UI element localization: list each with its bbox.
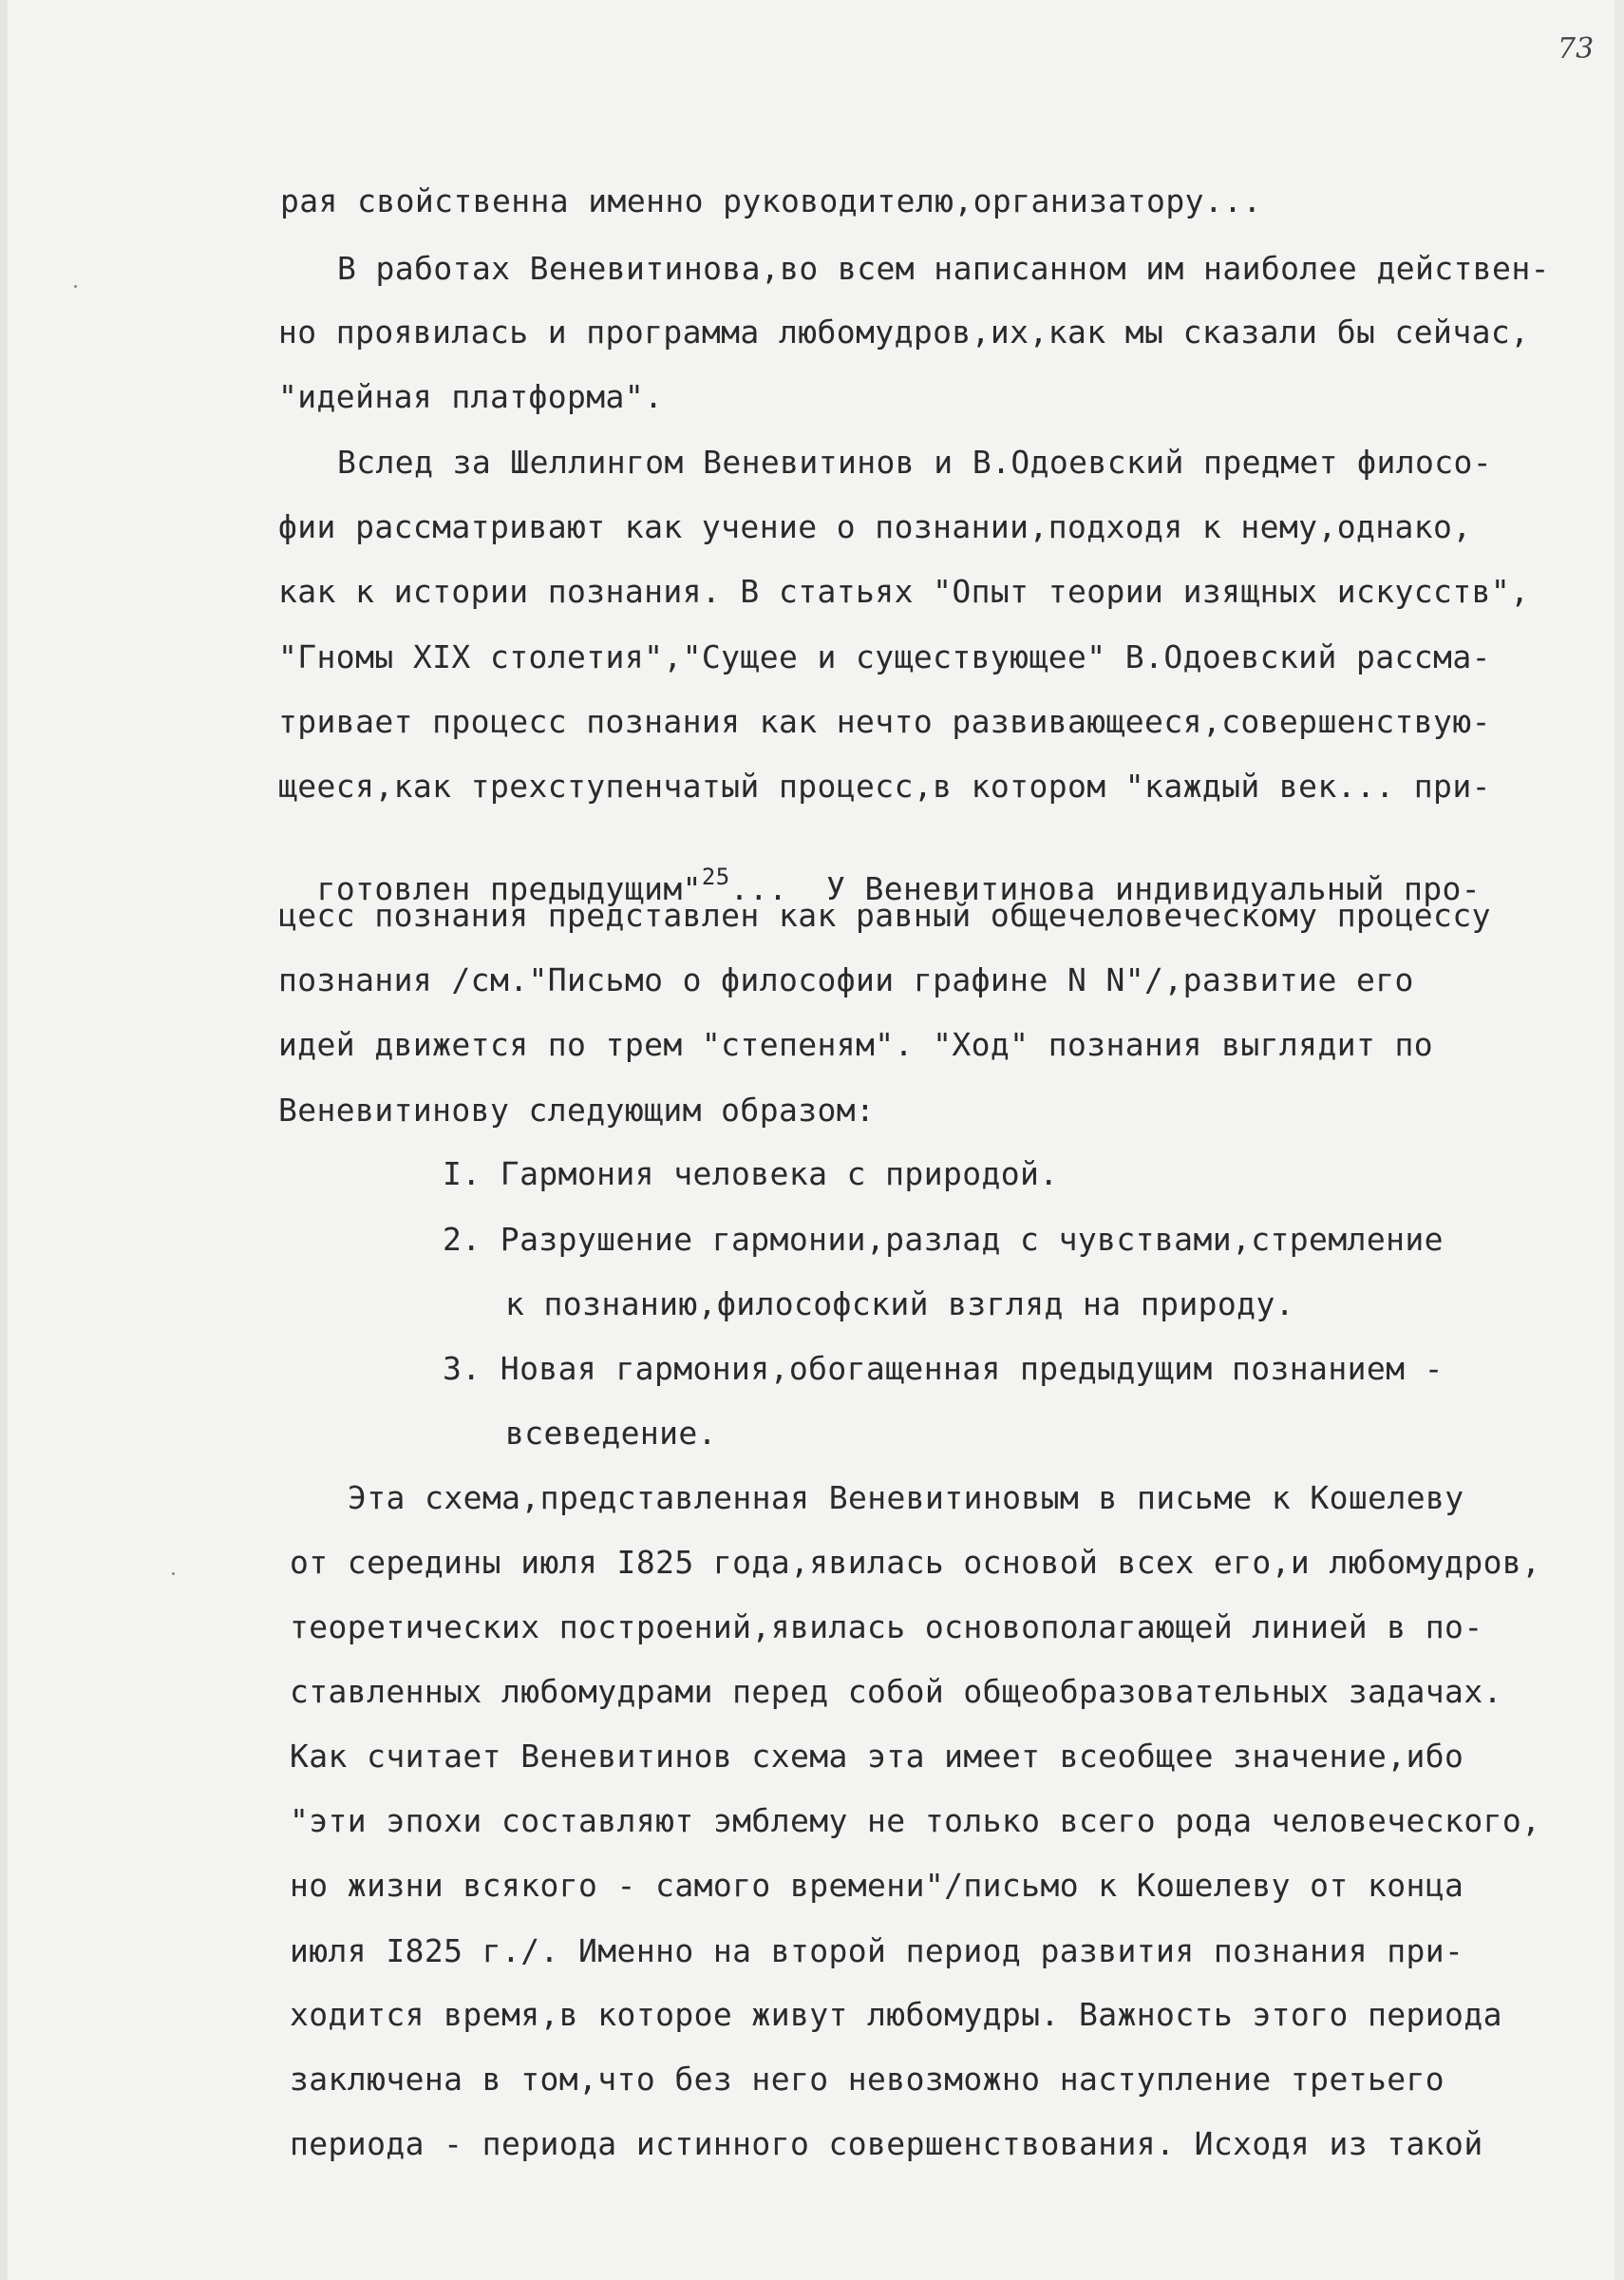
text-line: познания /см."Письмо о философии графине N N"/,развитие его — [278, 961, 1414, 998]
text-line: "идейная платформа". — [278, 378, 664, 415]
text-line: "Гномы XIX столетия","Сущее и существующее" В.Одоевский рассма- — [278, 638, 1491, 675]
text-line: теоретических построений,явилась основополагающей линией в по- — [290, 1608, 1483, 1645]
text-line: Веневитинову следующим образом: — [278, 1092, 876, 1129]
paper-speck — [74, 285, 77, 288]
text-line: но жизни всякого - самого времени"/письмо к Кошелеву от конца — [290, 1867, 1464, 1904]
text-line: щееся,как трехступенчатый процесс,в котором "каждый век... при- — [278, 768, 1491, 805]
text-line: Как считает Веневитинов схема эта имеет всеобщее значение,ибо — [290, 1738, 1464, 1775]
text-line: июля I825 г./. Именно на второй период развития познания при- — [290, 1932, 1464, 1969]
text-line: заключена в том,что без него невозможно наступление третьего — [290, 2061, 1445, 2098]
text-line: от середины июля I825 года,явилась основой всех его,и любомудров, — [290, 1544, 1541, 1581]
text-line: как к истории познания. В статьях "Опыт теории изящных искусств", — [278, 573, 1530, 610]
text-line: В работах Веневитинова,во всем написанном им наиболее действен- — [337, 250, 1550, 287]
list-item-continuation: к познанию,философский взгляд на природу. — [505, 1285, 1294, 1322]
text-line: Эта схема,представленная Веневитиновым в письме к Кошелеву — [348, 1479, 1464, 1516]
footnote-marker: 25 — [701, 864, 730, 890]
list-item-continuation: всеведение. — [505, 1415, 717, 1452]
paper-speck — [172, 1572, 175, 1575]
text-line-part: готовлен предыдущим" — [316, 870, 702, 907]
list-item: I. Гармония человека с природой. — [443, 1155, 1059, 1192]
text-line: тривает процесс познания как нечто развивающееся,совершенствую- — [278, 703, 1491, 740]
text-line: Вслед за Шеллингом Веневитинов и В.Одоевский предмет филосо- — [337, 444, 1493, 481]
page-number: 73 — [1558, 32, 1595, 66]
text-line: периода - периода истинного совершенствования. Исходя из такой — [290, 2125, 1483, 2162]
text-line: но проявилась и программа любомудров,их,как мы сказали бы сейчас, — [278, 314, 1530, 351]
text-line-part: ... У Веневитинова индивидуальный про- — [729, 870, 1482, 907]
text-line: рая свойственна именно руководителю,организатору... — [280, 182, 1262, 219]
text-line: "эти эпохи составляют эмблему не только всего рода человеческого, — [290, 1802, 1541, 1839]
list-item: 2. Разрушение гармонии,разлад с чувствами,стремление — [443, 1221, 1444, 1258]
list-item: 3. Новая гармония,обогащенная предыдущим познанием - — [443, 1350, 1444, 1387]
text-line: ходится время,в которое живут любомудры. Важность этого периода — [290, 1996, 1502, 2033]
text-line: идей движется по трем "степеням". "Ход" познания выглядит по — [278, 1026, 1434, 1063]
text-line: ставленных любомудрами перед собой общеобразовательных задачах. — [290, 1673, 1502, 1710]
text-line: фии рассматривают как учение о познании,подходя к нему,однако, — [278, 508, 1472, 545]
text-line: цесс познания представлен как равный общечеловеческому процессу — [278, 897, 1491, 934]
